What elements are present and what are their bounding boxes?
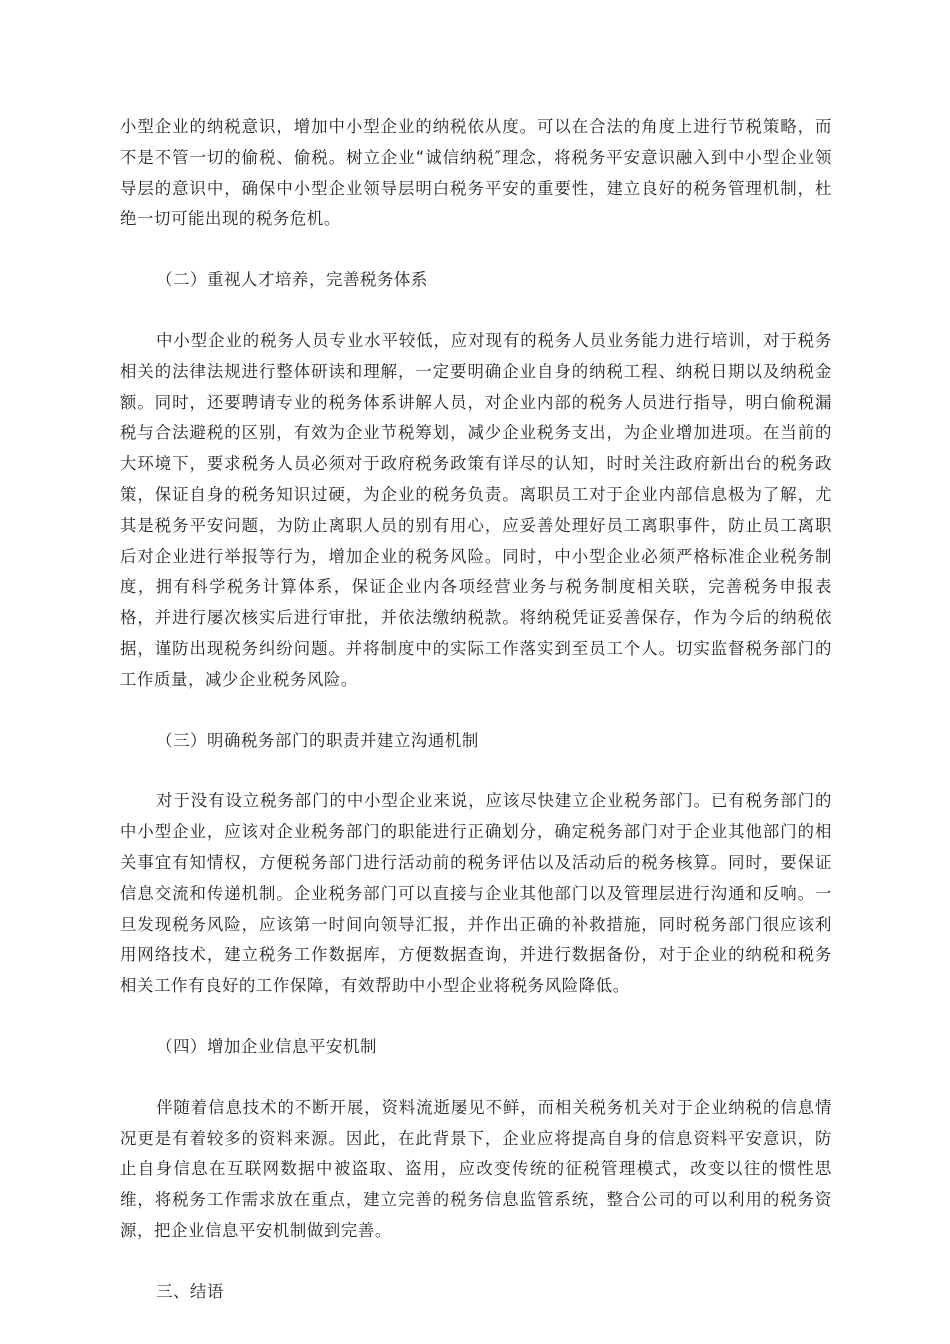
paragraph-section-4: 伴随着信息技术的不断开展，资料流逝屡见不鲜，而相关税务机关对于企业纳税的信息情况更是有着较多的资料来源。因此，在此背景下，企业应将提高自身的信息资料平安意识，防止自身信息在互联网数据中被盗取、盗用，应改变传统的征税管理模式，改变以往的惯性思维，将税务工作需求放在重点，建立完善的税务信息监管系统，整合公司的可以利用的税务资源，把企业信息平安机制做到完善。	[120, 1097, 832, 1240]
section-heading-conclusion: 三、结语	[156, 1281, 225, 1301]
spacer	[120, 296, 832, 326]
spacer	[120, 1247, 832, 1277]
section-heading-3: （三）明确税务部门的职责并建立沟通机制	[156, 730, 479, 750]
section-heading-2: （二）重视人才培养，完善税务体系	[156, 270, 428, 290]
spacer	[120, 696, 832, 726]
document-page	[120, 112, 832, 1308]
spacer	[120, 1002, 832, 1032]
spacer	[120, 235, 832, 265]
paragraph-section-3: 对于没有设立税务部门的中小型企业来说，应该尽快建立企业税务部门。已有税务部门的中小型企业，应该对企业税务部门的职能进行正确划分，确定税务部门对于企业其他部门的相关事宜有知情权，方便税务部门进行活动前的税务评估以及活动后的税务核算。同时，要保证信息交流和传递机制。企业税务部门可以直接与企业其他部门以及管理层进行沟通和反响。一旦发现税务风险，应该第一时间向领导汇报，并作出正确的补救措施，同时税务部门很应该利用网络技术，建立税务工作数据库，方便数据查询，并进行数据备份，对于企业的纳税和税务相关工作有良好的工作保障，有效帮助中小型企业将税务风险降低。	[120, 791, 832, 996]
section-heading-4: （四）增加企业信息平安机制	[156, 1036, 377, 1056]
paragraph-section-2: 中小型企业的税务人员专业水平较低，应对现有的税务人员业务能力进行培训，对于税务相关的法律法规进行整体研读和理解，一定要明确企业自身的纳税工程、纳税日期以及纳税金额。同时，还要聘请专业的税务体系讲解人员，对企业内部的税务人员进行指导，明白偷税漏税与合法避税的区别，有效为企业节税筹划，减少企业税务支出，为企业增加进项。在当前的大环境下，要求税务人员必须对于政府税务政策有详尽的认知，时时关注政府新出台的税务政策，保证自身的税务知识过硬，为企业的税务负责。离职员工对于企业内部信息极为了解，尤其是税务平安问题，为防止离职人员的别有用心，应妥善处理好员工离职事件，防止员工离职后对企业进行举报等行为，增加企业的税务风险。同时，中小型企业必须严格标准企业税务制度，拥有科学税务计算体系，保证企业内各项经营业务与税务制度相关联，完善税务申报表格，并进行屡次核实后进行审批，并依法缴纳税款。将纳税凭证妥善保存，作为今后的纳税依据，谨防出现税务纠纷问题。并将制度中的实际工作落实到至员工个人。切实监督税务部门的工作质量，减少企业税务风险。	[120, 330, 832, 689]
paragraph-intro: 小型企业的纳税意识，增加中小型企业的纳税依从度。可以在合法的角度上进行节税策略，而不是不管一切的偷税、偷税。树立企业“诚信纳税″理念，将税务平安意识融入到中小型企业领导层的意识中，确保中小型企业领导层明白税务平安的重要性，建立良好的税务管理机制，杜绝一切可能出现的税务危机。	[120, 117, 832, 229]
spacer	[120, 1063, 832, 1093]
spacer	[120, 756, 832, 786]
